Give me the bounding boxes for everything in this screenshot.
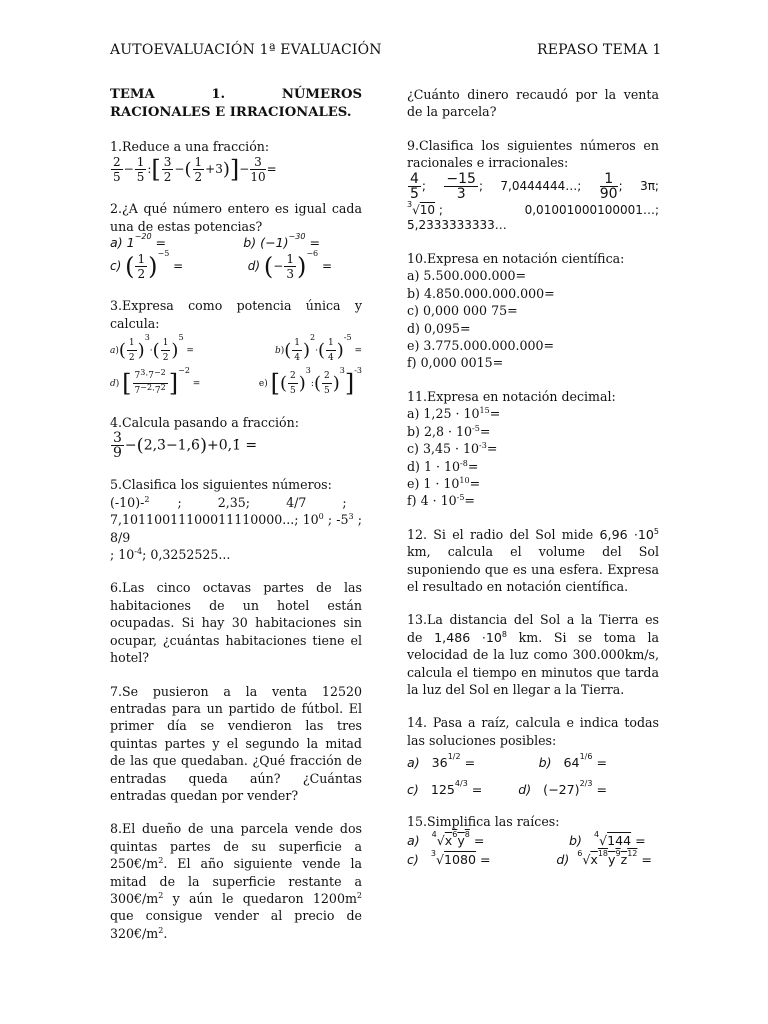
- left-column: [110, 86, 362, 958]
- question-11-item: f) $4 \cdot 10^{-5}=$: [407, 493, 475, 509]
- question-5-line2: 7,10110011100011110000...; $10^0$ ; $-5^3$ ; 8/9: [110, 512, 362, 545]
- question-8-text: 8.El dueño de una parcela vende dos quintas partes de su superficie a $250€/m^2$. El año siguiente vende la mitad de la superficie restante a $300€/m^2$ y aún le quedaron $1200m^2$ que consigue vender al precio de $320€/m^2$.: [110, 821, 362, 941]
- question-9-numbers-row2: $^3$√10 ; 0,01001000100001…;: [407, 199, 659, 217]
- question-12-text: 12. Si el radio del Sol mide $6,96 \cdot 10^5$ km, calcula el volume del Sol suponiendo que es una esfera. Expresa el resultado en notación científica.: [407, 526, 659, 594]
- question-1-expression: $\frac{2}{5}$ − $\frac{1}{5}$ :[ $\frac{3}{2}$ −( $\frac{1}{2}$ +3)]− $\frac{3}{10}$ =: [113, 155, 277, 185]
- question-10-text: 10.Expresa en notación científica:: [407, 251, 625, 267]
- question-11-item: d) $1 \cdot 10^{-8}=$: [407, 458, 479, 474]
- question-14-text: 14. Pasa a raíz, calcula e indica todas las soluciones posibles:: [407, 715, 659, 748]
- question-4-text: 4.Calcula pasando a fracción:: [110, 415, 299, 431]
- question-15-row-ab: a) $^4√x^6y^8$ = b) $^4$√144 =: [407, 829, 646, 848]
- question-9-numbers-row3: 5,2333333333…: [407, 217, 507, 232]
- question-9-numbers-row1: $\frac{4}{5}$ ; $\frac{-15}{3}$ ; 7,0444444…; $\frac{1}{90}$ ; 3π;: [410, 170, 659, 202]
- question-11-text: 11.Expresa en notación decimal:: [407, 388, 616, 404]
- question-6-text: 6.Las cinco octavas partes de las habitaciones de un hotel están ocupadas. Si hay 30 habitaciones sin ocupar, ¿cuántas habitaciones tiene el hotel?: [110, 580, 362, 666]
- question-3: [110, 297, 362, 398]
- question-10-item: b) 4.850.000.000.000=: [407, 285, 555, 301]
- question-2: [110, 200, 362, 281]
- question-14: [407, 714, 659, 797]
- question-10-item: c) 0,000 000 75=: [407, 303, 518, 319]
- question-14-row-ab: a) $36^{1/2}$ = b) $64^{1/6}$ =: [407, 752, 607, 771]
- header-left: AUTOEVALUACIÓN 1ª EVALUACIÓN: [110, 42, 382, 58]
- question-7-text: 7.Se pusieron a la venta 12520 entradas para un partido de fútbol. El primer día se vendieron las tres quintas partes y el segundo la mitad de las que quedaban. ¿Qué fracción de entradas queda aún? ¿Cuántas entradas quedan por vender?: [110, 683, 362, 803]
- question-5-line1: (-10)-$^2$ ; 2,35; 4/7 ;: [110, 494, 347, 510]
- question-2-text: 2.¿A qué número entero es igual cada una de estas potencias?: [110, 201, 362, 234]
- question-4-expression: $\frac{3}{9}$ −(2,3̇−1,6̇)+0,1̇ =: [113, 430, 258, 462]
- question-12: [407, 526, 659, 596]
- question-10-item: f) 0,000 0015=: [407, 355, 504, 371]
- question-9: [407, 137, 659, 234]
- question-14-row-cd: c) $125^{4/3}$ = d) $(-27)^{2/3}$ =: [407, 779, 607, 798]
- question-8-continued: [407, 86, 659, 121]
- question-3-row-de: d) [ $\frac{7^3\cdot 7^{-2}}{7^{-2}\cdot 7^2}$ ]$^{-2}$ = e) [( $\frac{2}{5}$ )$^3$:( $\frac{2}{5}$ )$^3$]$^{-3}$: [110, 366, 362, 398]
- question-11-item: a) $1,25 \cdot 10^{15}=$: [407, 406, 501, 422]
- question-15-text: 15.Simplifica las raíces:: [407, 814, 560, 830]
- question-11-item: e) $1 \cdot 10^{10}=$: [407, 475, 481, 491]
- question-11-item: b) $2,8 \cdot 10^{-5}=$: [407, 423, 491, 439]
- question-3-text: 3.Expresa como potencia única y calcula:: [110, 298, 362, 331]
- question-10-item: d) 0,095=: [407, 320, 471, 336]
- question-11-item: c) $3,45 \cdot 10^{-3}=$: [407, 441, 498, 457]
- question-11: [407, 388, 659, 510]
- question-13: [407, 611, 659, 698]
- question-8-end-text: ¿Cuánto dinero recaudó por la venta de la parcela?: [407, 87, 659, 120]
- question-3-row-ab: a)( $\frac{1}{2}$ )$^3$·( $\frac{1}{2}$ )$^5$ = b)( $\frac{1}{4}$ )$^2$·( $\frac{1}{4}$ )$^{-5}$ =: [110, 333, 362, 364]
- question-10-item: a) 5.500.000.000=: [407, 268, 527, 284]
- question-15: [407, 813, 659, 866]
- right-column: [407, 86, 659, 883]
- question-1: [110, 138, 362, 184]
- question-6: [110, 579, 362, 666]
- question-5: [110, 476, 362, 563]
- question-7: [110, 683, 362, 805]
- question-15-row-cd: c) $^3$√1080 = d) $^6√x^{18}y^9z^{12}$ =: [407, 848, 652, 867]
- question-5-line3: ; $10^{-4}$; 0,3252525...: [110, 547, 231, 563]
- question-1-text: 1.Reduce a una fracción:: [110, 139, 270, 154]
- question-9-text: 9.Clasifica los siguientes números en racionales e irracionales:: [407, 137, 659, 171]
- question-5-text: 5.Clasifica los siguientes números:: [110, 477, 332, 493]
- section-title: TEMA 1. NÚMEROS RACIONALES E IRRACIONALES.: [110, 87, 362, 120]
- question-2-row-ab: a) $1^{-20}$ = b) $(-1)^{-30}$ =: [110, 232, 320, 251]
- question-10-item: e) 3.775.000.000.000=: [407, 338, 555, 354]
- question-10: [407, 250, 659, 372]
- header-right: REPASO TEMA 1: [537, 42, 662, 58]
- question-13-text: 13.La distancia del Sol a la Tierra es de $1,486 \cdot 10^8$ km. Si se toma la velocidad de la luz como 300.000km/s, calcula el tiempo en minutos que tarda la luz del Sol en llegar a la Tierra.: [407, 612, 659, 697]
- question-4: [110, 414, 362, 460]
- question-2-row-cd: c) ( $\frac{1}{2}$ )$^{-5}$ = d) (− $\frac{1}{3}$ )$^{-6}$ =: [110, 249, 332, 282]
- question-8: [110, 820, 362, 942]
